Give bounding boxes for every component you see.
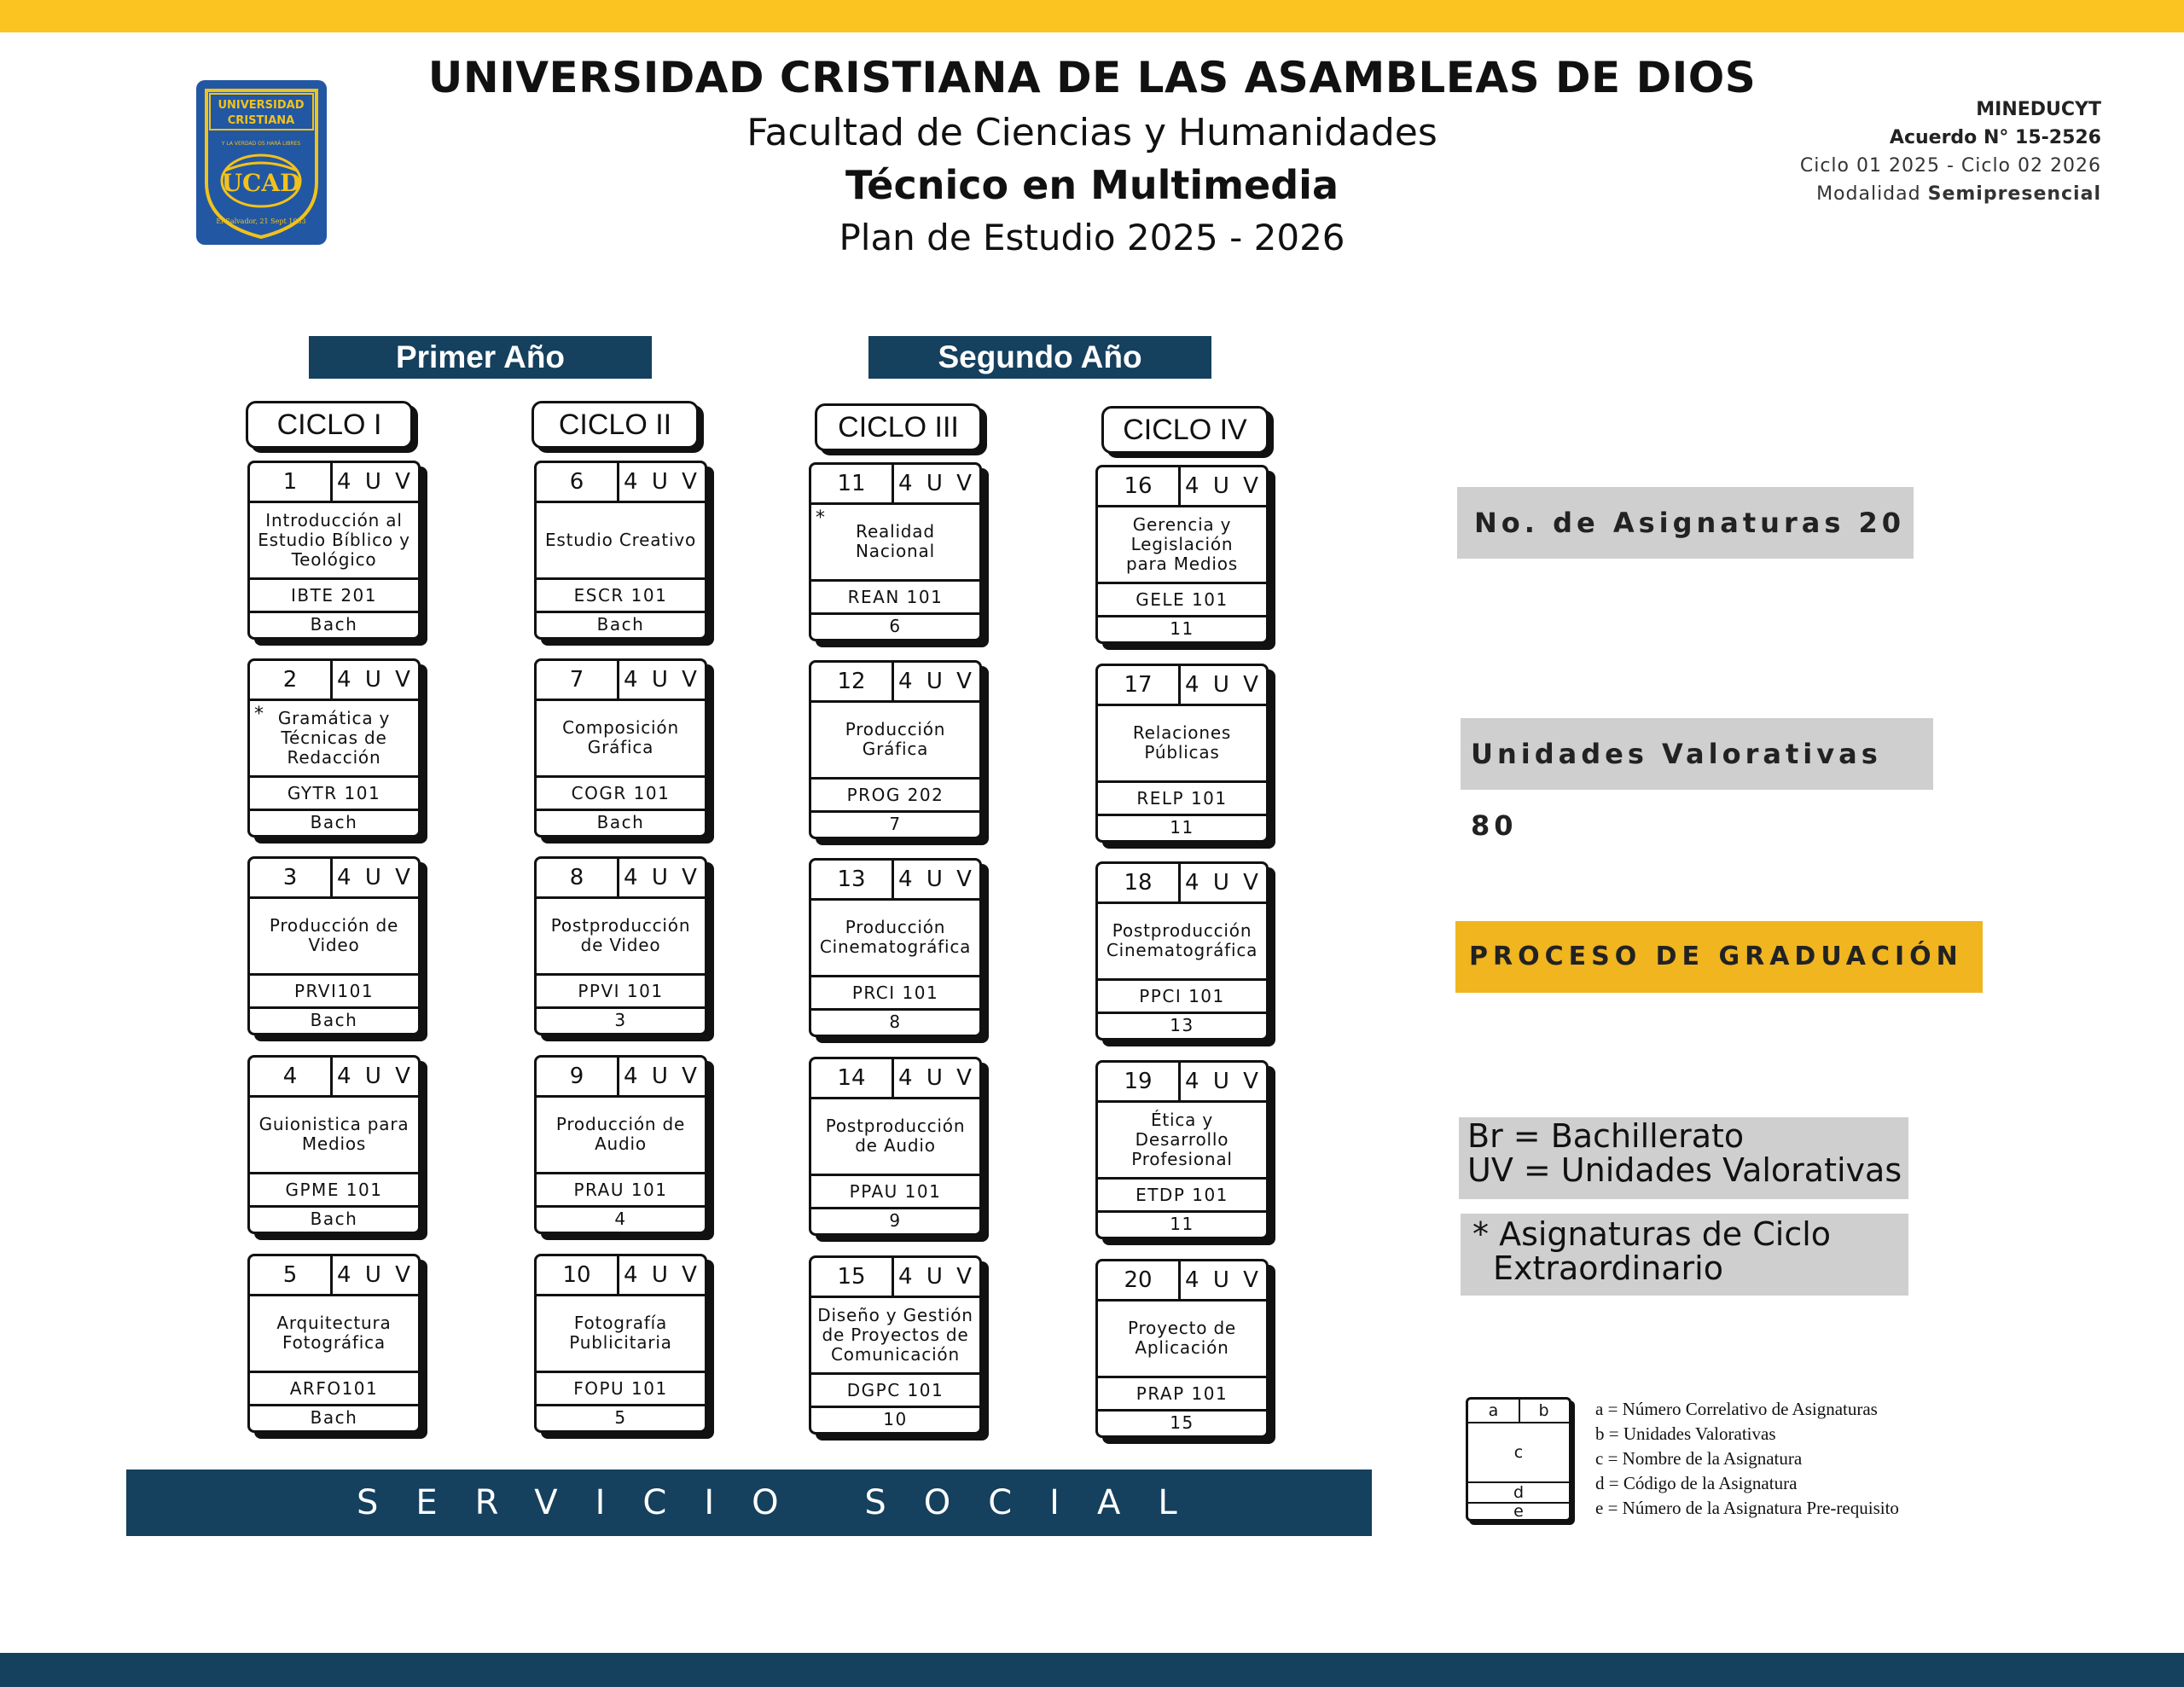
top-accent-bar	[0, 0, 2184, 32]
course-prerequisite: 11	[1170, 1214, 1194, 1234]
course-card	[534, 1254, 707, 1433]
extraordinary-marker: *	[254, 704, 264, 725]
logo-bottom-text: El Salvador, 21 Sept 1983	[216, 217, 306, 225]
course-number: 17	[1098, 666, 1181, 704]
course-code: COGR 101	[537, 775, 705, 811]
course-uv: 4 U V	[1185, 672, 1262, 698]
course-prerequisite: Bach	[596, 812, 645, 832]
course-card	[809, 858, 982, 1037]
course-uv: 4 U V	[624, 469, 700, 495]
course-code: FOPU 101	[537, 1371, 705, 1406]
course-card	[247, 658, 421, 838]
course-prerequisite: 7	[889, 814, 902, 834]
course-uv: 4 U V	[624, 667, 700, 693]
course-name: Postproducción Cinematográfica	[1106, 920, 1258, 960]
key-desc-b: b = Unidades Valorativas	[1595, 1423, 1776, 1444]
course-name: Proyecto de Aplicación	[1127, 1318, 1237, 1358]
course-number: 1	[250, 463, 333, 501]
legend-br: Br = Bachillerato	[1467, 1117, 1745, 1155]
course-number: 2	[250, 661, 333, 699]
legend-extraordinario: Extraordinario	[1493, 1249, 1723, 1287]
course-card	[247, 1055, 421, 1234]
course-name: Gerencia y Legislación para Medios	[1125, 513, 1239, 574]
course-code: DGPC 101	[811, 1372, 979, 1408]
course-card	[809, 1255, 982, 1435]
course-number: 5	[250, 1256, 333, 1294]
course-number: 18	[1098, 864, 1181, 901]
course-card	[247, 1254, 421, 1433]
logo-text-1: UNIVERSIDAD	[218, 99, 305, 112]
total-subjects-box: No. de Asignaturas 20	[1457, 487, 1914, 559]
course-number: 14	[811, 1059, 894, 1097]
key-descriptions	[1595, 1397, 1899, 1521]
course-code: REAN 101	[811, 579, 979, 615]
course-number: 3	[250, 859, 333, 896]
course-prerequisite: 5	[614, 1407, 627, 1428]
course-card	[534, 658, 707, 838]
extraordinary-marker: *	[816, 507, 825, 529]
course-prerequisite: 9	[889, 1210, 902, 1231]
course-number: 4	[250, 1058, 333, 1095]
course-code: ESCR 101	[537, 577, 705, 613]
course-number: 20	[1098, 1261, 1181, 1299]
course-card	[1095, 1259, 1269, 1438]
key-desc-d: d = Código de la Asignatura	[1595, 1473, 1798, 1493]
meta-ciclos: Ciclo 01 2025 - Ciclo 02 2026	[1799, 155, 2101, 177]
course-number: 13	[811, 861, 894, 898]
key-c: c	[1513, 1443, 1524, 1462]
course-uv: 4 U V	[1185, 1069, 1262, 1094]
course-uv: 4 U V	[337, 469, 414, 495]
course-code: RELP 101	[1098, 780, 1266, 816]
logo-text-2: CRISTIANA	[227, 114, 295, 127]
ciclo-1-label: CICLO I	[246, 401, 413, 449]
course-name: Guionistica para Medios	[258, 1114, 410, 1154]
university-logo	[196, 80, 327, 245]
course-prerequisite: 3	[614, 1010, 627, 1030]
course-card	[534, 461, 707, 640]
faculty-title: Facultad de Ciencias y Humanidades	[746, 111, 1438, 154]
ciclo-4-label: CICLO IV	[1101, 406, 1269, 454]
course-code: ARFO101	[250, 1371, 418, 1406]
course-uv: 4 U V	[337, 1064, 414, 1089]
course-uv: 4 U V	[898, 669, 975, 694]
key-e: e	[1513, 1502, 1524, 1521]
course-code: PRAP 101	[1098, 1376, 1266, 1412]
course-prerequisite: Bach	[596, 614, 645, 635]
course-card	[809, 462, 982, 641]
course-code: GYTR 101	[250, 775, 418, 811]
legend-star: * Asignaturas de Ciclo	[1472, 1215, 1832, 1253]
course-code: PRVI101	[250, 973, 418, 1009]
course-number: 15	[811, 1258, 894, 1296]
extraordinary-legend	[1461, 1214, 1908, 1296]
course-number: 8	[537, 859, 619, 896]
course-uv: 4 U V	[624, 865, 700, 890]
bottom-accent-bar	[0, 1653, 2184, 1687]
course-uv: 4 U V	[898, 1065, 975, 1091]
course-number: 16	[1098, 467, 1181, 505]
course-number: 19	[1098, 1063, 1181, 1100]
course-prerequisite: 6	[889, 616, 902, 636]
plan-title: Plan de Estudio 2025 - 2026	[839, 217, 1345, 258]
course-name: Postproducción de Video	[550, 915, 691, 955]
course-name: Ética y Desarrollo Profesional	[1131, 1109, 1233, 1169]
course-code: PRCI 101	[811, 975, 979, 1011]
course-prerequisite: Bach	[310, 1209, 358, 1229]
course-prerequisite: 8	[889, 1012, 902, 1032]
course-prerequisite: 10	[883, 1409, 908, 1429]
course-card	[1095, 465, 1269, 644]
course-number: 7	[537, 661, 619, 699]
course-prerequisite: 11	[1170, 618, 1194, 639]
course-number: 9	[537, 1058, 619, 1095]
course-name: Producción de Video	[269, 915, 399, 955]
course-prerequisite: 4	[614, 1209, 627, 1229]
course-name: Realidad Nacional	[856, 521, 935, 561]
course-name: Producción Cinematográfica	[819, 917, 972, 957]
course-uv: 4 U V	[337, 667, 414, 693]
course-code: GELE 101	[1098, 582, 1266, 617]
course-box-key	[1466, 1397, 1571, 1522]
course-card	[1095, 1060, 1269, 1239]
ciclo-3-label: CICLO III	[815, 403, 982, 451]
course-uv: 4 U V	[337, 1262, 414, 1288]
course-prerequisite: 15	[1170, 1412, 1194, 1433]
course-code: PPVI 101	[537, 973, 705, 1009]
logo-monogram: UCAD	[221, 169, 301, 197]
total-uv-box: Unidades Valorativas 80	[1461, 718, 1933, 790]
course-prerequisite: Bach	[310, 614, 358, 635]
course-number: 12	[811, 663, 894, 700]
course-uv: 4 U V	[1185, 1267, 1262, 1293]
course-code: PRAU 101	[537, 1172, 705, 1208]
course-card	[809, 1057, 982, 1236]
course-name: Composición Gráfica	[562, 717, 679, 757]
course-code: IBTE 201	[250, 577, 418, 613]
course-card	[534, 856, 707, 1035]
course-number: 10	[537, 1256, 619, 1294]
course-card	[247, 461, 421, 640]
course-name: Fotografía Publicitaria	[569, 1313, 672, 1353]
year-header-second: Segundo Año	[868, 336, 1211, 379]
course-name: Introducción al Estudio Bíblico y Teológico	[258, 509, 410, 570]
ciclo-2-label: CICLO II	[531, 401, 699, 449]
course-name: Diseño y Gestión de Proyectos de Comunicación	[817, 1304, 973, 1365]
course-uv: 4 U V	[624, 1064, 700, 1089]
course-uv: 4 U V	[337, 865, 414, 890]
university-title: UNIVERSIDAD CRISTIANA DE LAS ASAMBLEAS DE DIOS	[427, 53, 1757, 102]
meta-mineducyt: MINEDUCYT	[1976, 99, 2101, 120]
course-card	[809, 660, 982, 839]
course-prerequisite: 13	[1170, 1015, 1194, 1035]
course-name: Gramática y Técnicas de Redacción	[277, 707, 391, 768]
legend-uv: UV = Unidades Valorativas	[1467, 1151, 1902, 1189]
course-name: Estudio Creativo	[545, 529, 696, 550]
program-title: Técnico en Multimedia	[845, 162, 1339, 208]
course-prerequisite: 11	[1170, 817, 1194, 838]
course-uv: 4 U V	[898, 471, 975, 496]
key-desc-e: e = Número de la Asignatura Pre-requisito	[1595, 1498, 1899, 1518]
course-number: 6	[537, 463, 619, 501]
year-header-first: Primer Año	[309, 336, 652, 379]
key-a: a	[1468, 1400, 1520, 1423]
course-card	[247, 856, 421, 1035]
course-uv: 4 U V	[898, 867, 975, 892]
social-service-bar: SERVICIO SOCIAL	[126, 1470, 1372, 1536]
course-card	[534, 1055, 707, 1234]
course-name: Arquitectura Fotográfica	[276, 1313, 392, 1353]
course-name: Postproducción de Audio	[825, 1116, 966, 1156]
course-code: ETDP 101	[1098, 1177, 1266, 1213]
course-uv: 4 U V	[1185, 870, 1262, 896]
course-prerequisite: Bach	[310, 812, 358, 832]
key-d: d	[1468, 1481, 1569, 1504]
course-name: Relaciones Públicas	[1132, 722, 1232, 762]
course-uv: 4 U V	[624, 1262, 700, 1288]
course-name: Producción de Audio	[555, 1114, 686, 1154]
key-desc-a: a = Número Correlativo de Asignaturas	[1595, 1399, 1878, 1419]
key-b: b	[1519, 1400, 1569, 1423]
accreditation-info	[1800, 96, 2101, 208]
course-name: Producción Gráfica	[845, 719, 946, 759]
logo-motto: Y LA VERDAD OS HARÁ LIBRES	[221, 141, 301, 147]
course-uv: 4 U V	[898, 1264, 975, 1290]
course-code: GPME 101	[250, 1172, 418, 1208]
course-number: 11	[811, 465, 894, 502]
course-card	[1095, 861, 1269, 1041]
key-desc-c: c = Nombre de la Asignatura	[1595, 1448, 1803, 1469]
meta-modalidad: Modalidad Semipresencial	[1816, 183, 2101, 205]
course-card	[1095, 664, 1269, 843]
graduation-process-box: PROCESO DE GRADUACIÓN	[1455, 921, 1983, 993]
meta-acuerdo: Acuerdo N° 15-2526	[1889, 127, 2101, 148]
course-code: PROG 202	[811, 777, 979, 813]
abbreviation-legend	[1459, 1117, 1908, 1199]
course-uv: 4 U V	[1185, 473, 1262, 499]
course-code: PPCI 101	[1098, 978, 1266, 1014]
course-prerequisite: Bach	[310, 1010, 358, 1030]
course-prerequisite: Bach	[310, 1407, 358, 1428]
course-code: PPAU 101	[811, 1174, 979, 1209]
